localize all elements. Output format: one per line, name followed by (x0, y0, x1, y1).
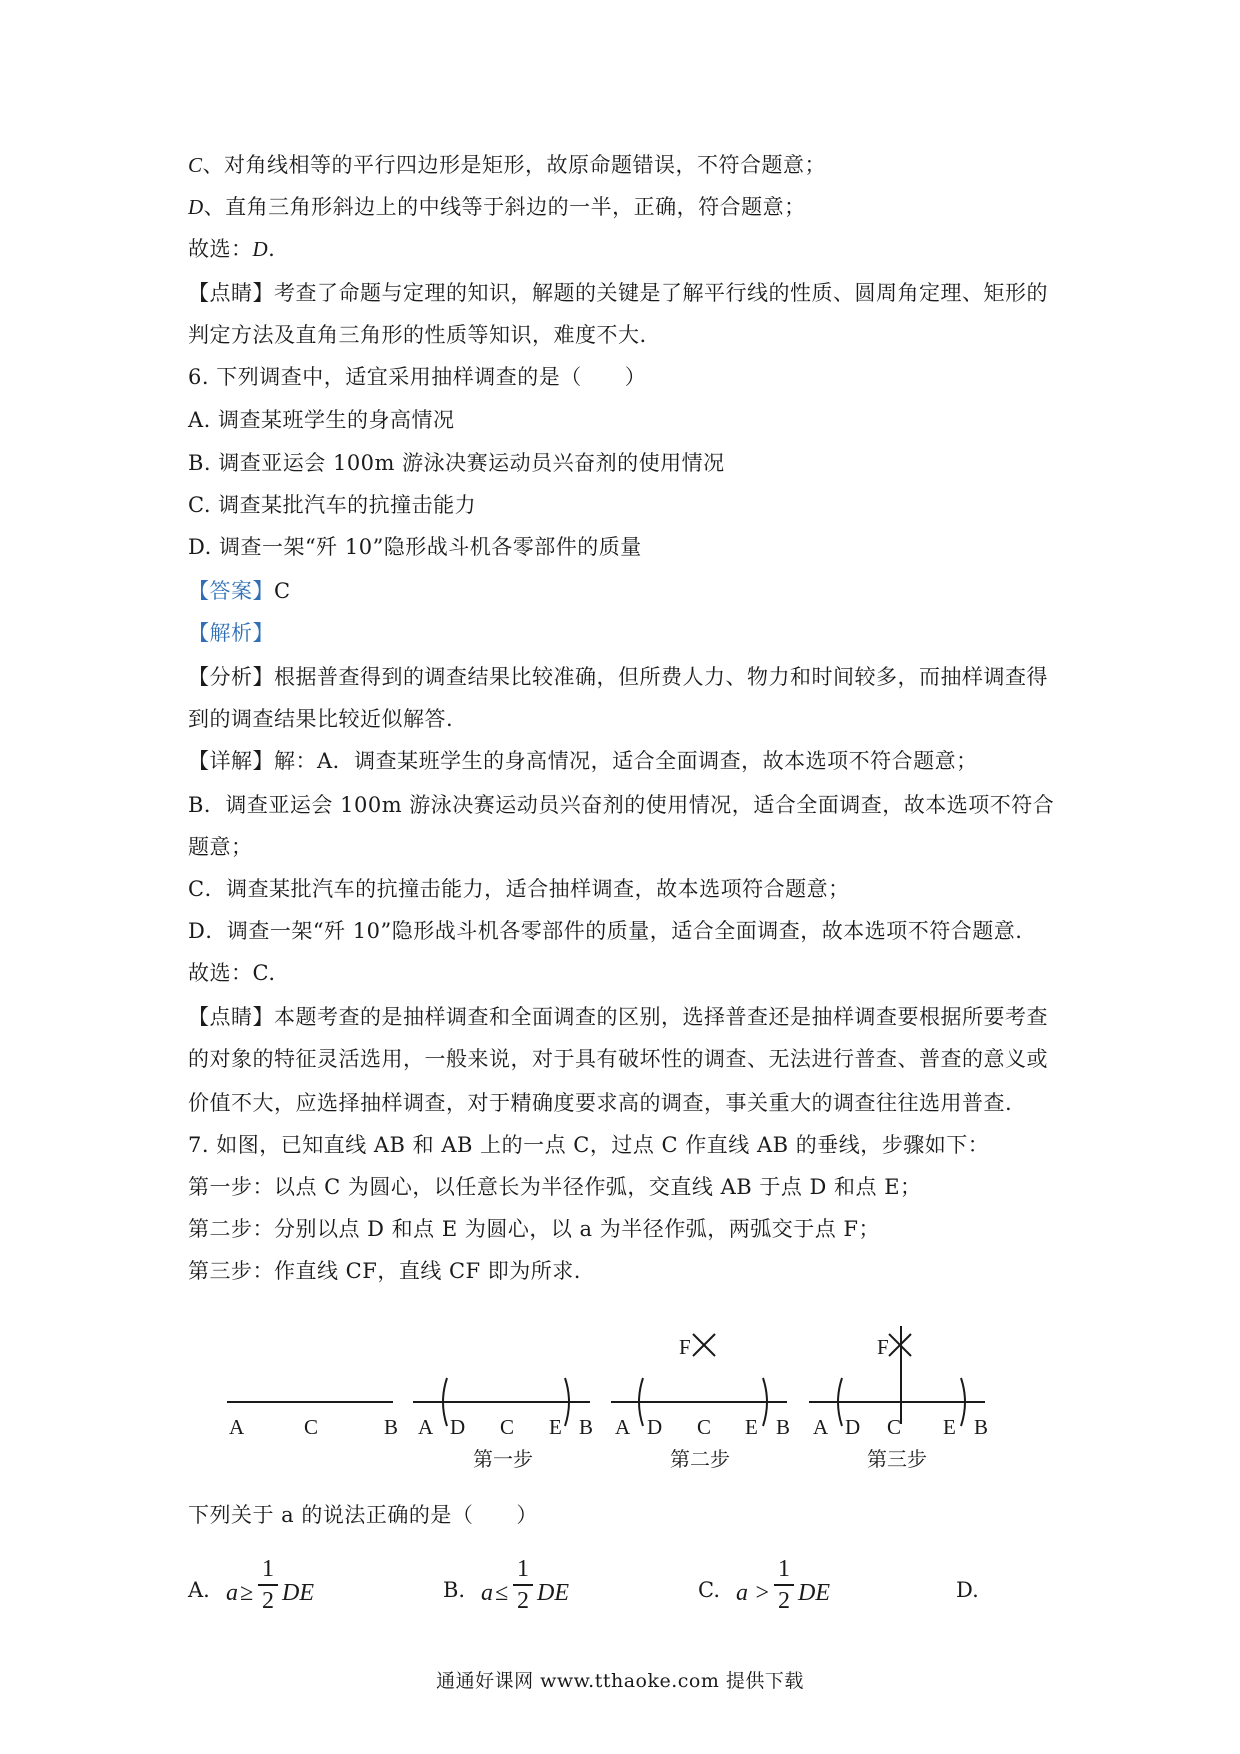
question-7-tail: 下列关于 a 的说法正确的是（ ） (188, 1503, 538, 1527)
answer-tag: 【答案】 (188, 579, 274, 603)
detail-line-6: 故选：C. (188, 961, 276, 985)
label-b-1: B (384, 1415, 399, 1439)
remark-line-1: 【点睛】本题考查的是抽样调查和全面调查的区别，选择普查还是抽样调查要根据所要考查 (188, 1005, 1048, 1029)
detail-line-3: 题意； (188, 835, 253, 859)
text-line-5: 判定方法及直角三角形的性质等知识，难度不大. (188, 323, 647, 347)
label-b-4: B (974, 1415, 989, 1439)
remark-line-2: 的对象的特征灵活选用，一般来说，对于具有破坏性的调查、无法进行普查、普查的意义或 (188, 1047, 1048, 1071)
fraction: 1 2 (258, 1554, 278, 1616)
analysis-line-2: 到的调查结果比较近似解答. (188, 707, 454, 731)
label-f-4: F (877, 1335, 889, 1359)
q6-option-c: C. 调查某批汽车的抗撞击能力 (188, 493, 477, 517)
label-e-2: E (549, 1415, 562, 1439)
label-d-2: D (450, 1415, 466, 1439)
caption-step-3: 第三步 (867, 1447, 927, 1470)
answer-line: 【答案】C (188, 579, 291, 603)
text-line-3: 故选：D. (188, 237, 276, 261)
q7-option-b: B. a ≤ 1 2 DE (443, 1556, 569, 1614)
label-c-4: C (887, 1415, 902, 1439)
detail-line-4: C．调查某批汽车的抗撞击能力，适合抽样调查，故本选项符合题意； (188, 877, 850, 901)
analysis-line-1: 【分析】根据普查得到的调查结果比较准确，但所费人力、物力和时间较多，而抽样调查得 (188, 665, 1048, 689)
q7-options (188, 1548, 1088, 1628)
step-1-text: 第一步：以点 C 为圆心，以任意长为半径作弧，交直线 AB 于点 D 和点 E； (188, 1175, 922, 1199)
caption-step-1: 第一步 (473, 1447, 533, 1470)
step-2-text: 第二步：分别以点 D 和点 E 为圆心，以 a 为半径作弧，两弧交于点 F； (188, 1217, 880, 1241)
text-line-2: D、直角三角形斜边上的中线等于斜边的一半，正确，符合题意； (188, 195, 806, 219)
detail-line-2: B．调查亚运会 100m 游泳决赛运动员兴奋剂的使用情况，适合全面调查，故本选项不符合 (188, 793, 1055, 817)
detail-line-5: D．调查一架“歼 10”隐形战斗机各零部件的质量，适合全面调查，故本选项不符合题意. (188, 919, 1023, 943)
analysis-tag: 【解析】 (188, 621, 274, 645)
label-a-3: A (615, 1415, 631, 1439)
q6-option-b: B. 调查亚运会 100m 游泳决赛运动员兴奋剂的使用情况 (188, 451, 725, 475)
q7-option-c: C. a > 1 2 DE (698, 1556, 830, 1614)
label-c-3: C (697, 1415, 712, 1439)
text-line-4: 【点睛】考查了命题与定理的知识，解题的关键是了解平行线的性质、圆周角定理、矩形的 (188, 281, 1048, 305)
label-e-3: E (745, 1415, 758, 1439)
fraction: 1 2 (513, 1554, 533, 1616)
q7-option-a: A. a ≥ 1 2 DE (188, 1556, 314, 1614)
label-a-4: A (813, 1415, 829, 1439)
remark-line-3: 价值不大，应选择抽样调查，对于精确度要求高的调查，事关重大的调查往往选用普查. (188, 1091, 1013, 1115)
fraction: 1 2 (774, 1554, 794, 1616)
page-footer: 通通好课网 www.tthaoke.com 提供下载 (436, 1670, 804, 1692)
label-d-3: D (647, 1415, 663, 1439)
label-b-3: B (776, 1415, 791, 1439)
label-a-2: A (418, 1415, 434, 1439)
detail-line-1: 【详解】解：A．调查某班学生的身高情况，适合全面调查，故本选项不符合题意； (188, 749, 978, 773)
question-7-title: 7. 如图，已知直线 AB 和 AB 上的一点 C，过点 C 作直线 AB 的垂线，步骤如下： (188, 1133, 990, 1157)
caption-step-2: 第二步 (670, 1447, 730, 1470)
label-c-2: C (500, 1415, 515, 1439)
construction-figure (215, 1320, 1015, 1470)
q6-option-d: D. 调查一架“歼 10”隐形战斗机各零部件的质量 (188, 535, 642, 559)
text-line-1: C、对角线相等的平行四边形是矩形，故原命题错误，不符合题意； (188, 153, 827, 177)
label-c-1: C (304, 1415, 319, 1439)
q6-option-a: A. 调查某班学生的身高情况 (188, 408, 455, 432)
q7-option-d: D. (956, 1578, 979, 1602)
label-e-4: E (943, 1415, 956, 1439)
label-a-1: A (229, 1415, 245, 1439)
label-f-3: F (679, 1335, 691, 1359)
question-6-title: 6. 下列调查中，适宜采用抽样调查的是（ ） (188, 365, 647, 389)
label-b-2: B (579, 1415, 594, 1439)
step-3-text: 第三步：作直线 CF，直线 CF 即为所求. (188, 1259, 581, 1283)
label-d-4: D (845, 1415, 861, 1439)
